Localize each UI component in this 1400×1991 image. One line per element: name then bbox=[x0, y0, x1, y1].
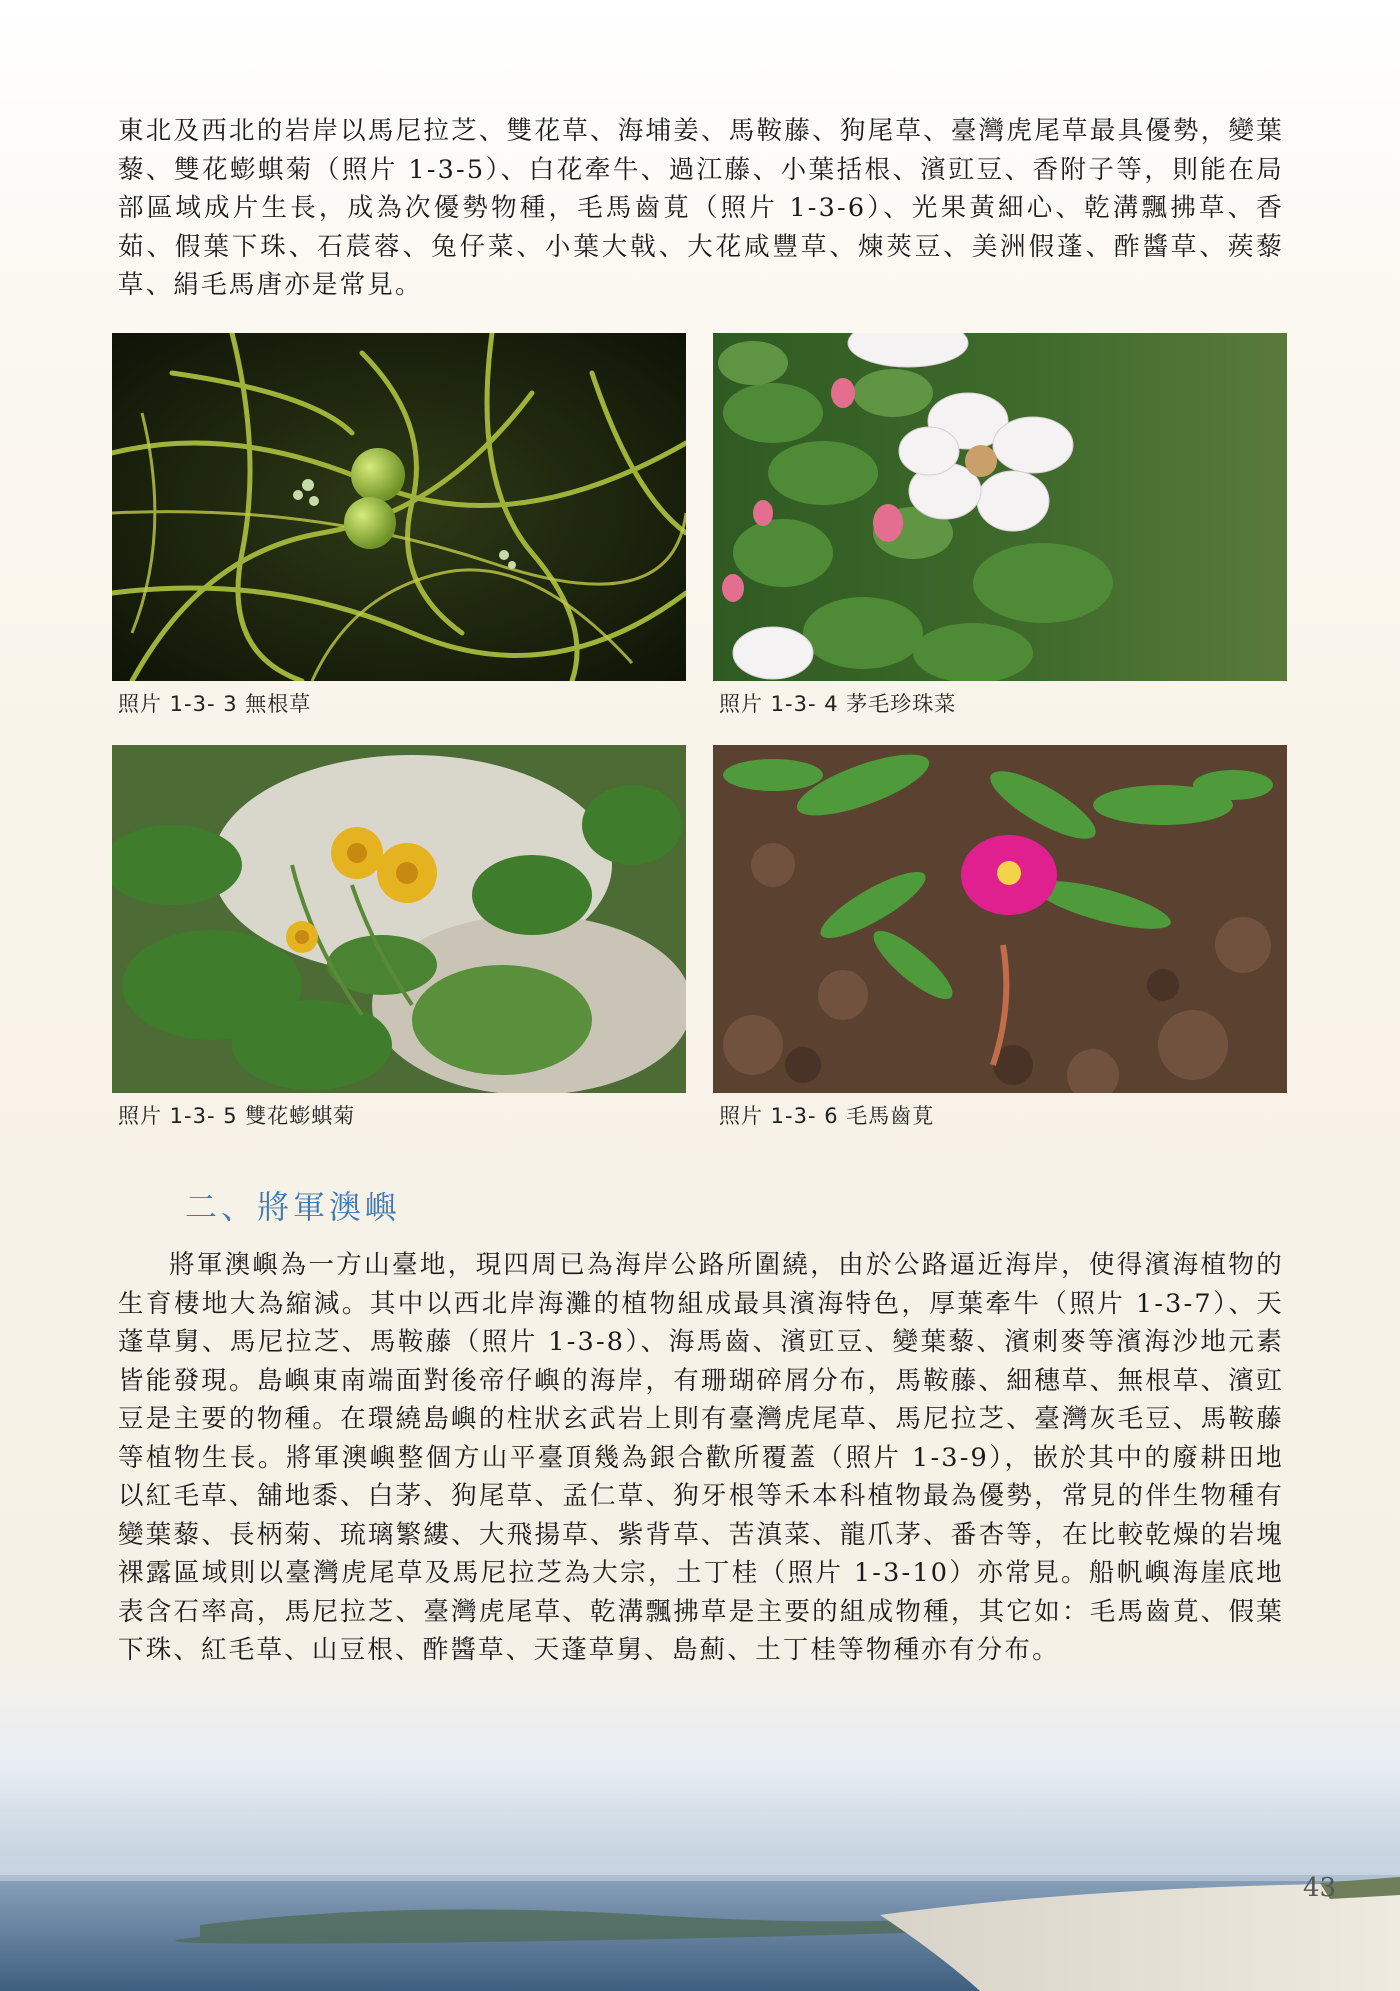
dodder-vine-photo bbox=[112, 333, 686, 681]
white-flower-photo bbox=[713, 333, 1287, 681]
section-heading: 二、將軍澳嶼 bbox=[185, 1188, 402, 1226]
paragraph-jiangjunao-islet: 將軍澳嶼為一方山臺地，現四周已為海岸公路所圍繞，由於公路逼近海岸，使得濱海植物的生育棲地大為縮減。其中以西北岸海灘的植物組成最具濱海特色，厚葉牽牛（照片 1-3-7）、天蓬草舅、馬尼拉芝、馬鞍藤（照片 1-3-8）、海馬齒、濱豇豆、變葉藜、濱刺麥等濱海沙地元素皆能發現。島嶼東南端面對後帝仔嶼的海岸，有珊瑚碎屑分布，馬鞍藤、細穗草、無根草、濱豇豆是主要的物種。在環繞島嶼的柱狀玄武岩上則有臺灣虎尾草、馬尼拉芝、臺灣灰毛豆、馬鞍藤等植物生長。將軍澳嶼整個方山平臺頂幾為銀合歡所覆蓋（照片 1-3-9），嵌於其中的廢耕田地以紅毛草、舖地黍、白茅、狗尾草、孟仁草、狗牙根等禾本科植物最為優勢，常見的伴生物種有變葉藜、長柄菊、琉璃繁縷、大飛揚草、紫背草、苦滇菜、龍爪茅、番杏等，在比較乾燥的岩塊裸露區域則以臺灣虎尾草及馬尼拉芝為大宗，土丁桂（照片 1-3-10）亦常見。船帆嶼海崖底地表含石率高，馬尼拉芝、臺灣虎尾草、乾溝飄拂草是主要的組成物種，其它如：毛馬齒莧、假葉下珠、紅毛草、山豆根、酢醬草、天蓬草舅、島薊、土丁桂等物種亦有分布。 bbox=[118, 1250, 1284, 1665]
coastline-background-image bbox=[0, 1855, 1400, 1991]
yellow-daisy-photo bbox=[112, 745, 686, 1093]
photo-caption-dodder: 照片 1-3- 3 無根草 bbox=[118, 692, 312, 716]
photo-caption-white-flower: 照片 1-3- 4 茅毛珍珠菜 bbox=[719, 692, 957, 716]
magenta-portulaca-photo bbox=[713, 745, 1287, 1093]
page-number: 43 bbox=[1303, 1873, 1337, 1903]
paragraph-northeast-rocky-coast: 東北及西北的岩岸以馬尼拉芝、雙花草、海埔姜、馬鞍藤、狗尾草、臺灣虎尾草最具優勢，變葉藜、雙花蟛蜞菊（照片 1-3-5）、白花牽牛、過江藤、小葉括根、濱豇豆、香附子等，則能在局部區域成片生長，成為次優勢物種，毛馬齒莧（照片 1-3-6）、光果黃細心、乾溝飄拂草、香茹、假葉下珠、石莀蓉、兔仔菜、小葉大戟、大花咸豐草、煉莢豆、美洲假蓬、酢醬草、蒺藜草、絹毛馬唐亦是常見。 bbox=[118, 116, 1284, 300]
photo-caption-portulaca: 照片 1-3- 6 毛馬齒莧 bbox=[719, 1104, 935, 1128]
photo-caption-yellow-daisy: 照片 1-3- 5 雙花蟛蜞菊 bbox=[118, 1104, 356, 1128]
